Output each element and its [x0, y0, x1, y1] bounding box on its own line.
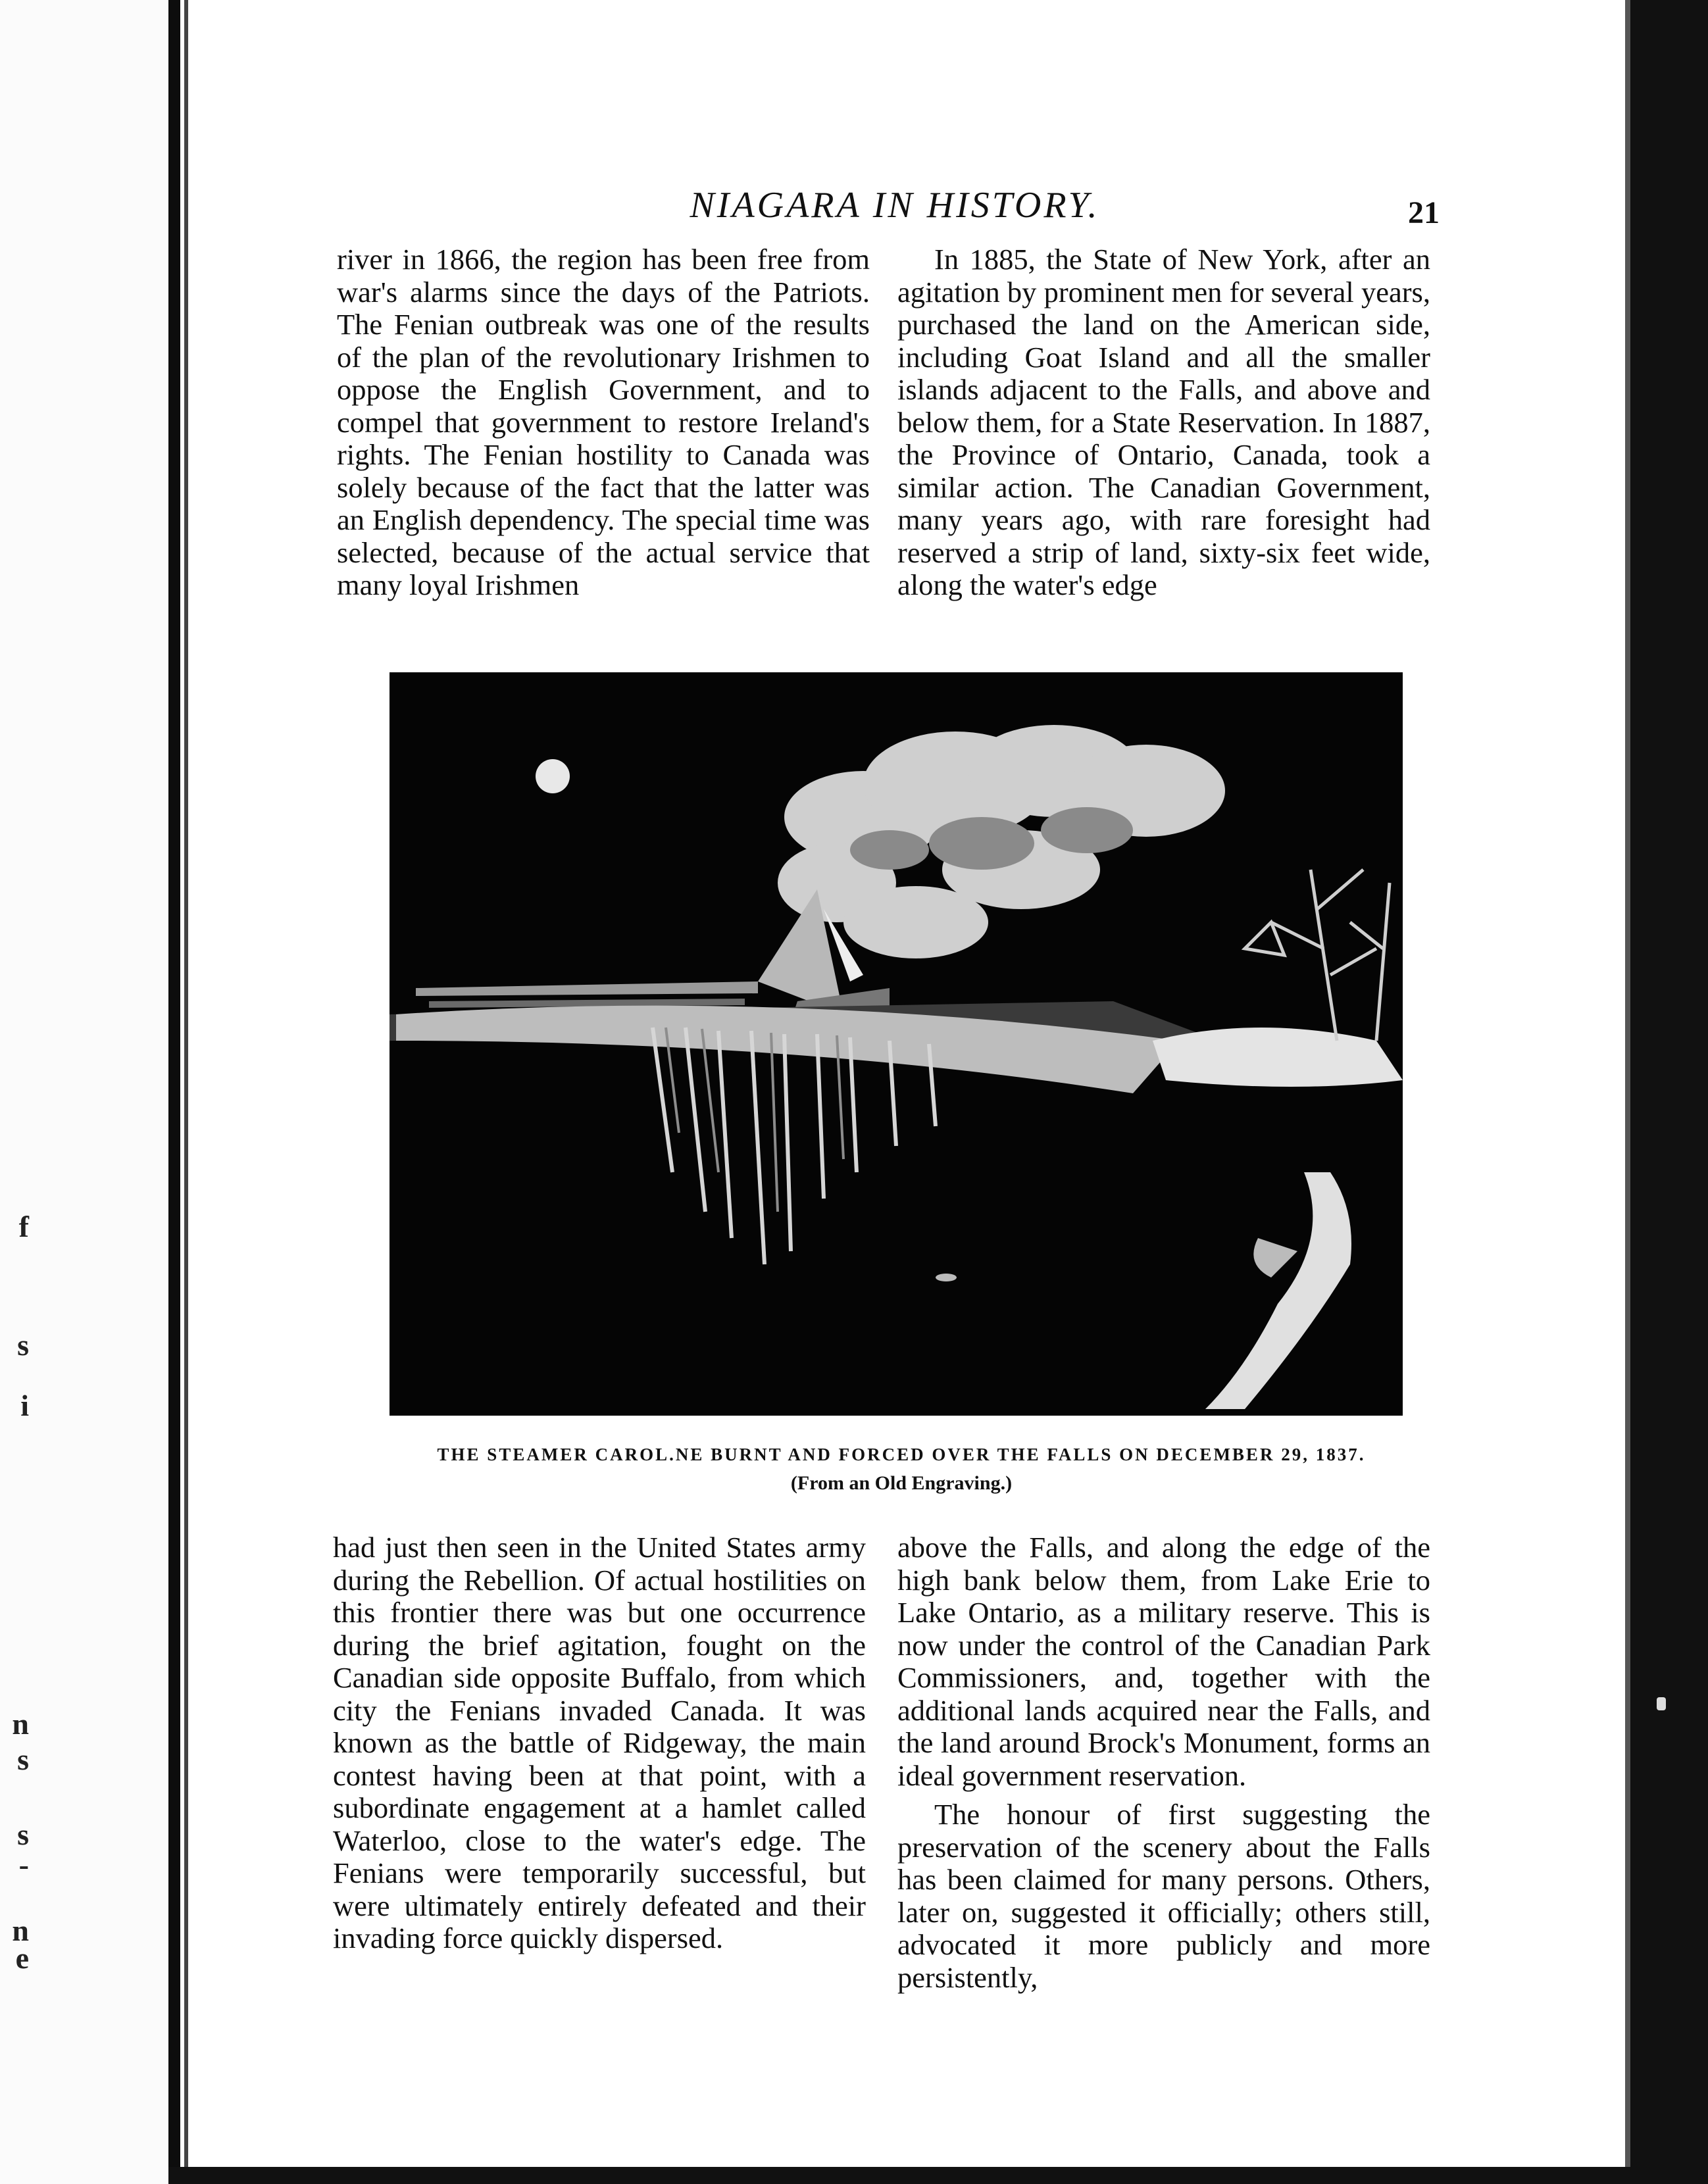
paragraph: In 1885, the State of New York, after an agitation by prominent men for several years, purchased the land on the American side, including Goat Island and all the smaller islands adjacent to the Falls, and above and below them, for a State Reservation. In 1887, the Province of Ontario, Canada, took a similar action. The Canadian Government, many years ago, with rare foresight had reserved a strip of land, sixty-six feet wide, along the water's edge [897, 243, 1430, 601]
engraving-drawing [389, 672, 1403, 1416]
column-top-left [337, 243, 870, 602]
facing-page-fragments [0, 0, 168, 2184]
margin-fragment: s [17, 1328, 29, 1362]
moon [536, 759, 570, 793]
engraving-illustration [389, 672, 1403, 1416]
margin-fragment: n [12, 1707, 29, 1741]
page-edge-shadow [1625, 0, 1630, 2184]
margin-fragment: n [12, 1914, 29, 1947]
margin-fragment: s [17, 1743, 29, 1776]
margin-fragment: - [18, 1848, 29, 1881]
paragraph: The honour of first suggesting the preservation of the scenery about the Falls has been claimed for many persons. Others, later on, suggested it officially; others still, advocated it more publicly and more persistently, [897, 1798, 1430, 1994]
page-edge [1630, 0, 1708, 2184]
scan-bottom-edge [168, 2167, 1708, 2184]
figure-credit: (From an Old Engraving.) [790, 1472, 1013, 1494]
column-top-right [897, 243, 1430, 602]
scan-speck [1657, 1697, 1666, 1710]
margin-fragment: e [15, 1941, 29, 1975]
running-head: NIAGARA IN HISTORY. [690, 185, 1100, 226]
paragraph: above the Falls, and along the edge of the high bank below them, from Lake Erie to Lake Ontario, as a military reserve. This is now under the control of the Canadian Park Commissioners, and, together with the additional lands acquired near the Falls, and the land around Brock's Monument, forms an ideal government reservation. [897, 1531, 1430, 1792]
margin-fragment: i [20, 1389, 29, 1422]
page-number: 21 [1408, 195, 1440, 230]
figure-caption: THE STEAMER CAROL.NE BURNT AND FORCED OVER THE FALLS ON DECEMBER 29, 1837. [437, 1445, 1366, 1464]
column-bottom-right [897, 1531, 1430, 1994]
margin-fragment: f [18, 1210, 29, 1243]
margin-fragment: s [17, 1818, 29, 1851]
column-bottom-left [333, 1531, 866, 1955]
book-gutter [168, 0, 180, 2184]
book-gutter-shadow [184, 0, 188, 2184]
paragraph: had just then seen in the United States army during the Rebellion. Of actual hostilities on this frontier there was but one occurrence during the brief agitation, fought on the Canadian side opposite Buffalo, from which city the Fenians invaded Canada. It was known as the battle of Ridgeway, the main contest having been at that point, with a subordinate engagement at a hamlet called Waterloo, close to the water's edge. The Fenians were temporarily successful, but were ultimately entirely defeated and their invading force quickly dispersed. [333, 1531, 866, 1954]
paragraph: river in 1866, the region has been free from war's alarms since the days of the Patriots. The Fenian outbreak was one of the results of the plan of the revolutionary Irishmen to oppose the English Government, and to compel that government to restore Ireland's rights. The Fenian hostility to Canada was solely because of the fact that the latter was an English dependency. The special time was selected, because of the actual service that many loyal Irishmen [337, 243, 870, 601]
